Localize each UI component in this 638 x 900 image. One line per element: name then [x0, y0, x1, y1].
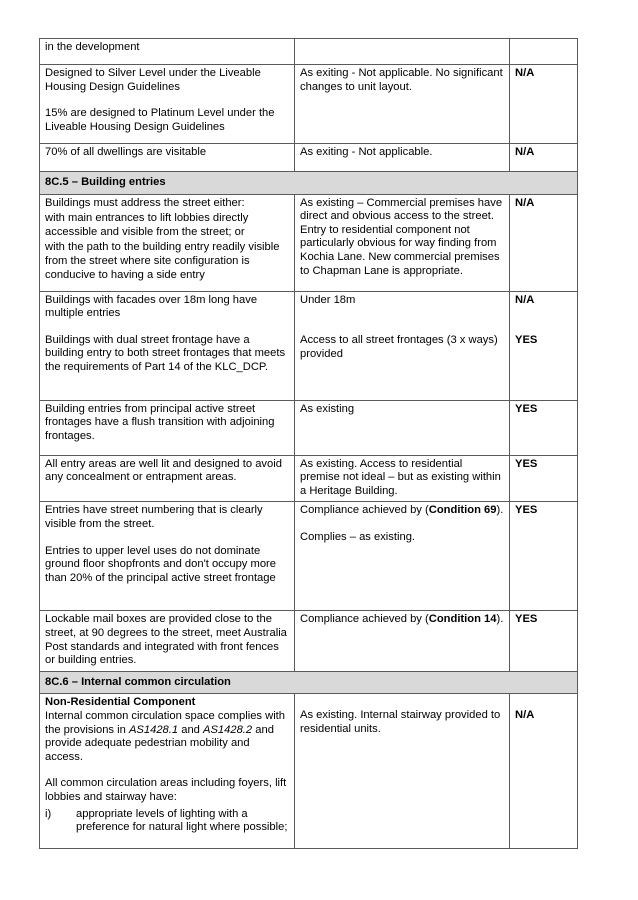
control-text: Entries to upper level uses do not dominate ground floor shopfronts and don't occupy more than 20% of the principal active street frontage	[45, 544, 276, 584]
list-item	[45, 808, 289, 835]
comment-text: Compliance achieved by (Condition 14).	[300, 613, 504, 626]
document-page	[39, 38, 577, 849]
control-cell	[40, 400, 295, 455]
status-badge: YES	[515, 504, 538, 517]
list-number: i)	[45, 807, 52, 820]
control-cell	[40, 694, 295, 849]
status-cell	[510, 39, 578, 65]
control-cell	[40, 291, 295, 400]
comment-text: As existing. Internal stairway provided to residential units.	[300, 709, 501, 735]
status-cell	[510, 611, 578, 671]
comment-text: Under 18m	[300, 293, 356, 306]
control-text: 70% of all dwellings are visitable	[45, 146, 207, 158]
control-text: 15% are designed to Platinum Level under the Liveable Housing Design Guidelines	[45, 107, 275, 133]
status-badge: N/A	[515, 146, 535, 158]
status-cell	[510, 194, 578, 291]
control-text: Buildings with facades over 18m long have multiple entries	[45, 293, 258, 320]
control-text: with main entrances to lift lobbies directly accessible and visible from the street; or	[45, 212, 249, 238]
control-text: with the path to the building entry readily visible from the street where site configuration is conducive to having a side entry	[45, 241, 280, 281]
comment-cell	[295, 455, 510, 502]
comment-text: As existing	[300, 402, 355, 415]
compliance-table	[39, 38, 578, 849]
control-text: in the development	[45, 41, 140, 53]
table-row	[40, 194, 578, 291]
status-cell	[510, 144, 578, 172]
comment-text: As exiting - Not applicable. No significant changes to unit layout.	[300, 67, 503, 93]
comment-cell	[295, 194, 510, 291]
status-cell	[510, 694, 578, 849]
comment-cell	[295, 400, 510, 455]
control-text: Building entries from principal active street frontages have a flush transition with adjoining frontages.	[45, 402, 275, 442]
section-heading: 8C.5 – Building entries	[40, 172, 578, 195]
control-cell	[40, 502, 295, 611]
table-row	[40, 65, 578, 144]
section-heading: 8C.6 – Internal common circulation	[40, 671, 578, 694]
table-row	[40, 502, 578, 611]
status-cell	[510, 400, 578, 455]
section-header-row	[40, 172, 578, 195]
control-text: Buildings must address the street either:	[45, 196, 245, 209]
status-badge: N/A	[515, 67, 535, 79]
status-badge: YES	[515, 457, 538, 470]
table-row	[40, 39, 578, 65]
status-badge: YES	[515, 334, 538, 347]
status-badge: N/A	[515, 709, 535, 722]
control-text: All entry areas are well lit and designed to avoid any concealment or entrapment areas.	[45, 457, 282, 484]
control-cell	[40, 611, 295, 671]
comment-text: Compliance achieved by (Condition 69).	[300, 504, 504, 517]
control-cell	[40, 144, 295, 172]
control-text: Designed to Silver Level under the Liveable Housing Design Guidelines	[45, 67, 261, 93]
control-text: Buildings with dual street frontage have a building entry to both street frontages that meets the requirements of Part 14 of the KLC_DCP.	[45, 333, 286, 373]
status-badge: N/A	[515, 196, 535, 209]
section-header-row	[40, 671, 578, 694]
status-badge: YES	[515, 402, 538, 415]
control-text: Internal common circulation space complies with the provisions in AS1428.1 and AS1428.2 and provide adequate pedestrian mobility and access.	[45, 709, 286, 763]
control-cell	[40, 455, 295, 502]
comment-cell	[295, 144, 510, 172]
comment-cell	[295, 65, 510, 144]
status-cell	[510, 65, 578, 144]
table-row	[40, 455, 578, 502]
comment-cell	[295, 611, 510, 671]
comment-text: As existing – Commercial premises have direct and obvious access to the street. Entry to residential component not particularly obvious for way finding from Kochia Lane. New commercial premises to Chapman Lane is appropriate.	[300, 196, 503, 277]
comment-text: Complies – as existing.	[300, 530, 416, 543]
subsection-heading: Non-Residential Component	[45, 696, 196, 709]
status-badge: YES	[515, 613, 538, 626]
status-badge: N/A	[515, 293, 535, 306]
table-row	[40, 694, 578, 849]
comment-text: As existing. Access to residential premise not ideal – but as existing within a Heritage Building.	[300, 457, 501, 497]
table-row	[40, 144, 578, 172]
control-cell	[40, 65, 295, 144]
table-row	[40, 611, 578, 671]
status-cell	[510, 291, 578, 400]
comment-text: As exiting - Not applicable.	[300, 146, 433, 158]
comment-cell	[295, 694, 510, 849]
condition-reference: Condition 69	[428, 504, 497, 517]
comment-text: Access to all street frontages (3 x ways) provided	[300, 334, 498, 360]
table-row	[40, 400, 578, 455]
table-row	[40, 291, 578, 400]
control-cell	[40, 39, 295, 65]
control-text: Lockable mail boxes are provided close to the street, at 90 degrees to the street, meet Australia Post standards and integrated with front fences or building entries.	[45, 613, 287, 667]
list-text: appropriate levels of lighting with a preference for natural light where possible;	[76, 807, 288, 834]
comment-cell	[295, 502, 510, 611]
condition-reference: Condition 14	[428, 613, 497, 626]
status-cell	[510, 502, 578, 611]
control-text: All common circulation areas including foyers, lift lobbies and stairway have:	[45, 777, 287, 803]
comment-cell	[295, 291, 510, 400]
control-text: Entries have street numbering that is clearly visible from the street.	[45, 504, 263, 530]
status-cell	[510, 455, 578, 502]
control-cell	[40, 194, 295, 291]
comment-cell	[295, 39, 510, 65]
